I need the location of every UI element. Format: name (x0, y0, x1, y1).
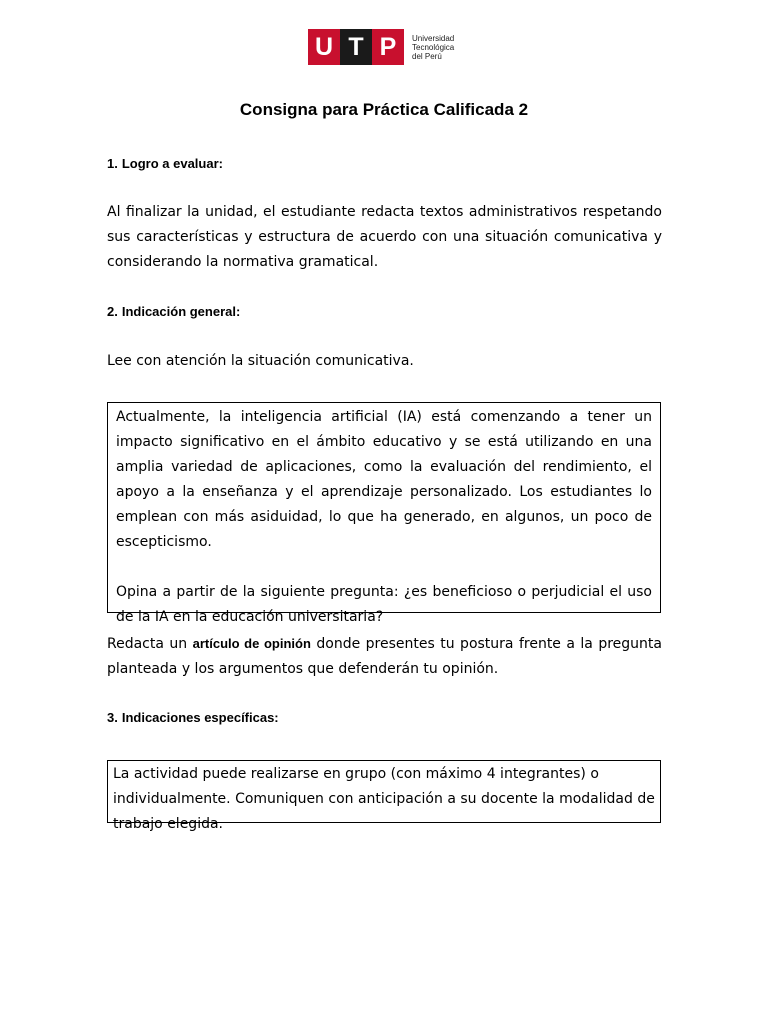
instruction-bold: artículo de opinión (192, 636, 311, 651)
situation-paragraph-1: Actualmente, la inteligencia artificial (IA) está comenzando a tener un impacto significativo en el ámbito educativo y se está utilizando en una amplia variedad de aplicaciones, como la evaluación del rendimiento, el apoyo a la enseñanza y el aprendizaje personalizado. Los estudiantes lo emplean con más asiduidad, lo que ha generado, en algunos, un poco de escepticismo. (116, 409, 652, 550)
situation-paragraph-2: Opina a partir de la siguiente pregunta: ¿es beneficioso o perjudicial el uso de la IA en la educación universitaria? (116, 584, 652, 625)
section-3-heading (107, 709, 279, 727)
logo-letter-p: P (372, 29, 404, 65)
logo-text-line-3: del Perú (412, 51, 442, 61)
section-2-intro: Lee con atención la situación comunicativa. (107, 353, 414, 369)
section-2-number: 2. (107, 304, 118, 319)
section-3-heading-text: Indicaciones específicas: (121, 710, 279, 725)
specific-instructions-box (107, 760, 661, 832)
logo-text (412, 29, 458, 65)
instruction-before: Redacta un (107, 636, 193, 652)
situation-box (107, 402, 661, 625)
utp-logo (308, 29, 458, 65)
instruction-after: donde presentes tu postura frente a la pregunta planteada y los argumentos que defenderán tu opinión. (107, 636, 662, 677)
logo-text-line-1: Universidad (412, 33, 455, 43)
section-2-instruction (107, 631, 662, 682)
logo-letter-t: T (340, 29, 372, 65)
section-1-heading-text: Logro a evaluar: (121, 156, 223, 171)
section-1-number: 1. (107, 156, 118, 171)
section-1-text: Al finalizar la unidad, el estudiante redacta textos administrativos respetando sus características y estructura de acuerdo con una situación comunicativa y considerando la normativa gramatical. (107, 204, 662, 270)
logo-letter-u: U (308, 29, 340, 65)
section-1-heading (107, 155, 223, 173)
section-2-heading-text: Indicación general: (121, 304, 241, 319)
page-title: Consigna para Práctica Calificada 2 (239, 100, 529, 119)
section-2-heading (107, 303, 240, 321)
logo-text-line-2: Tecnológica (412, 42, 455, 52)
section-3-number: 3. (107, 710, 118, 725)
specific-instructions-text: La actividad puede realizarse en grupo (con máximo 4 integrantes) o individualmente. Comuniquen con anticipación a su docente la modalidad de trabajo elegida. (113, 766, 655, 832)
